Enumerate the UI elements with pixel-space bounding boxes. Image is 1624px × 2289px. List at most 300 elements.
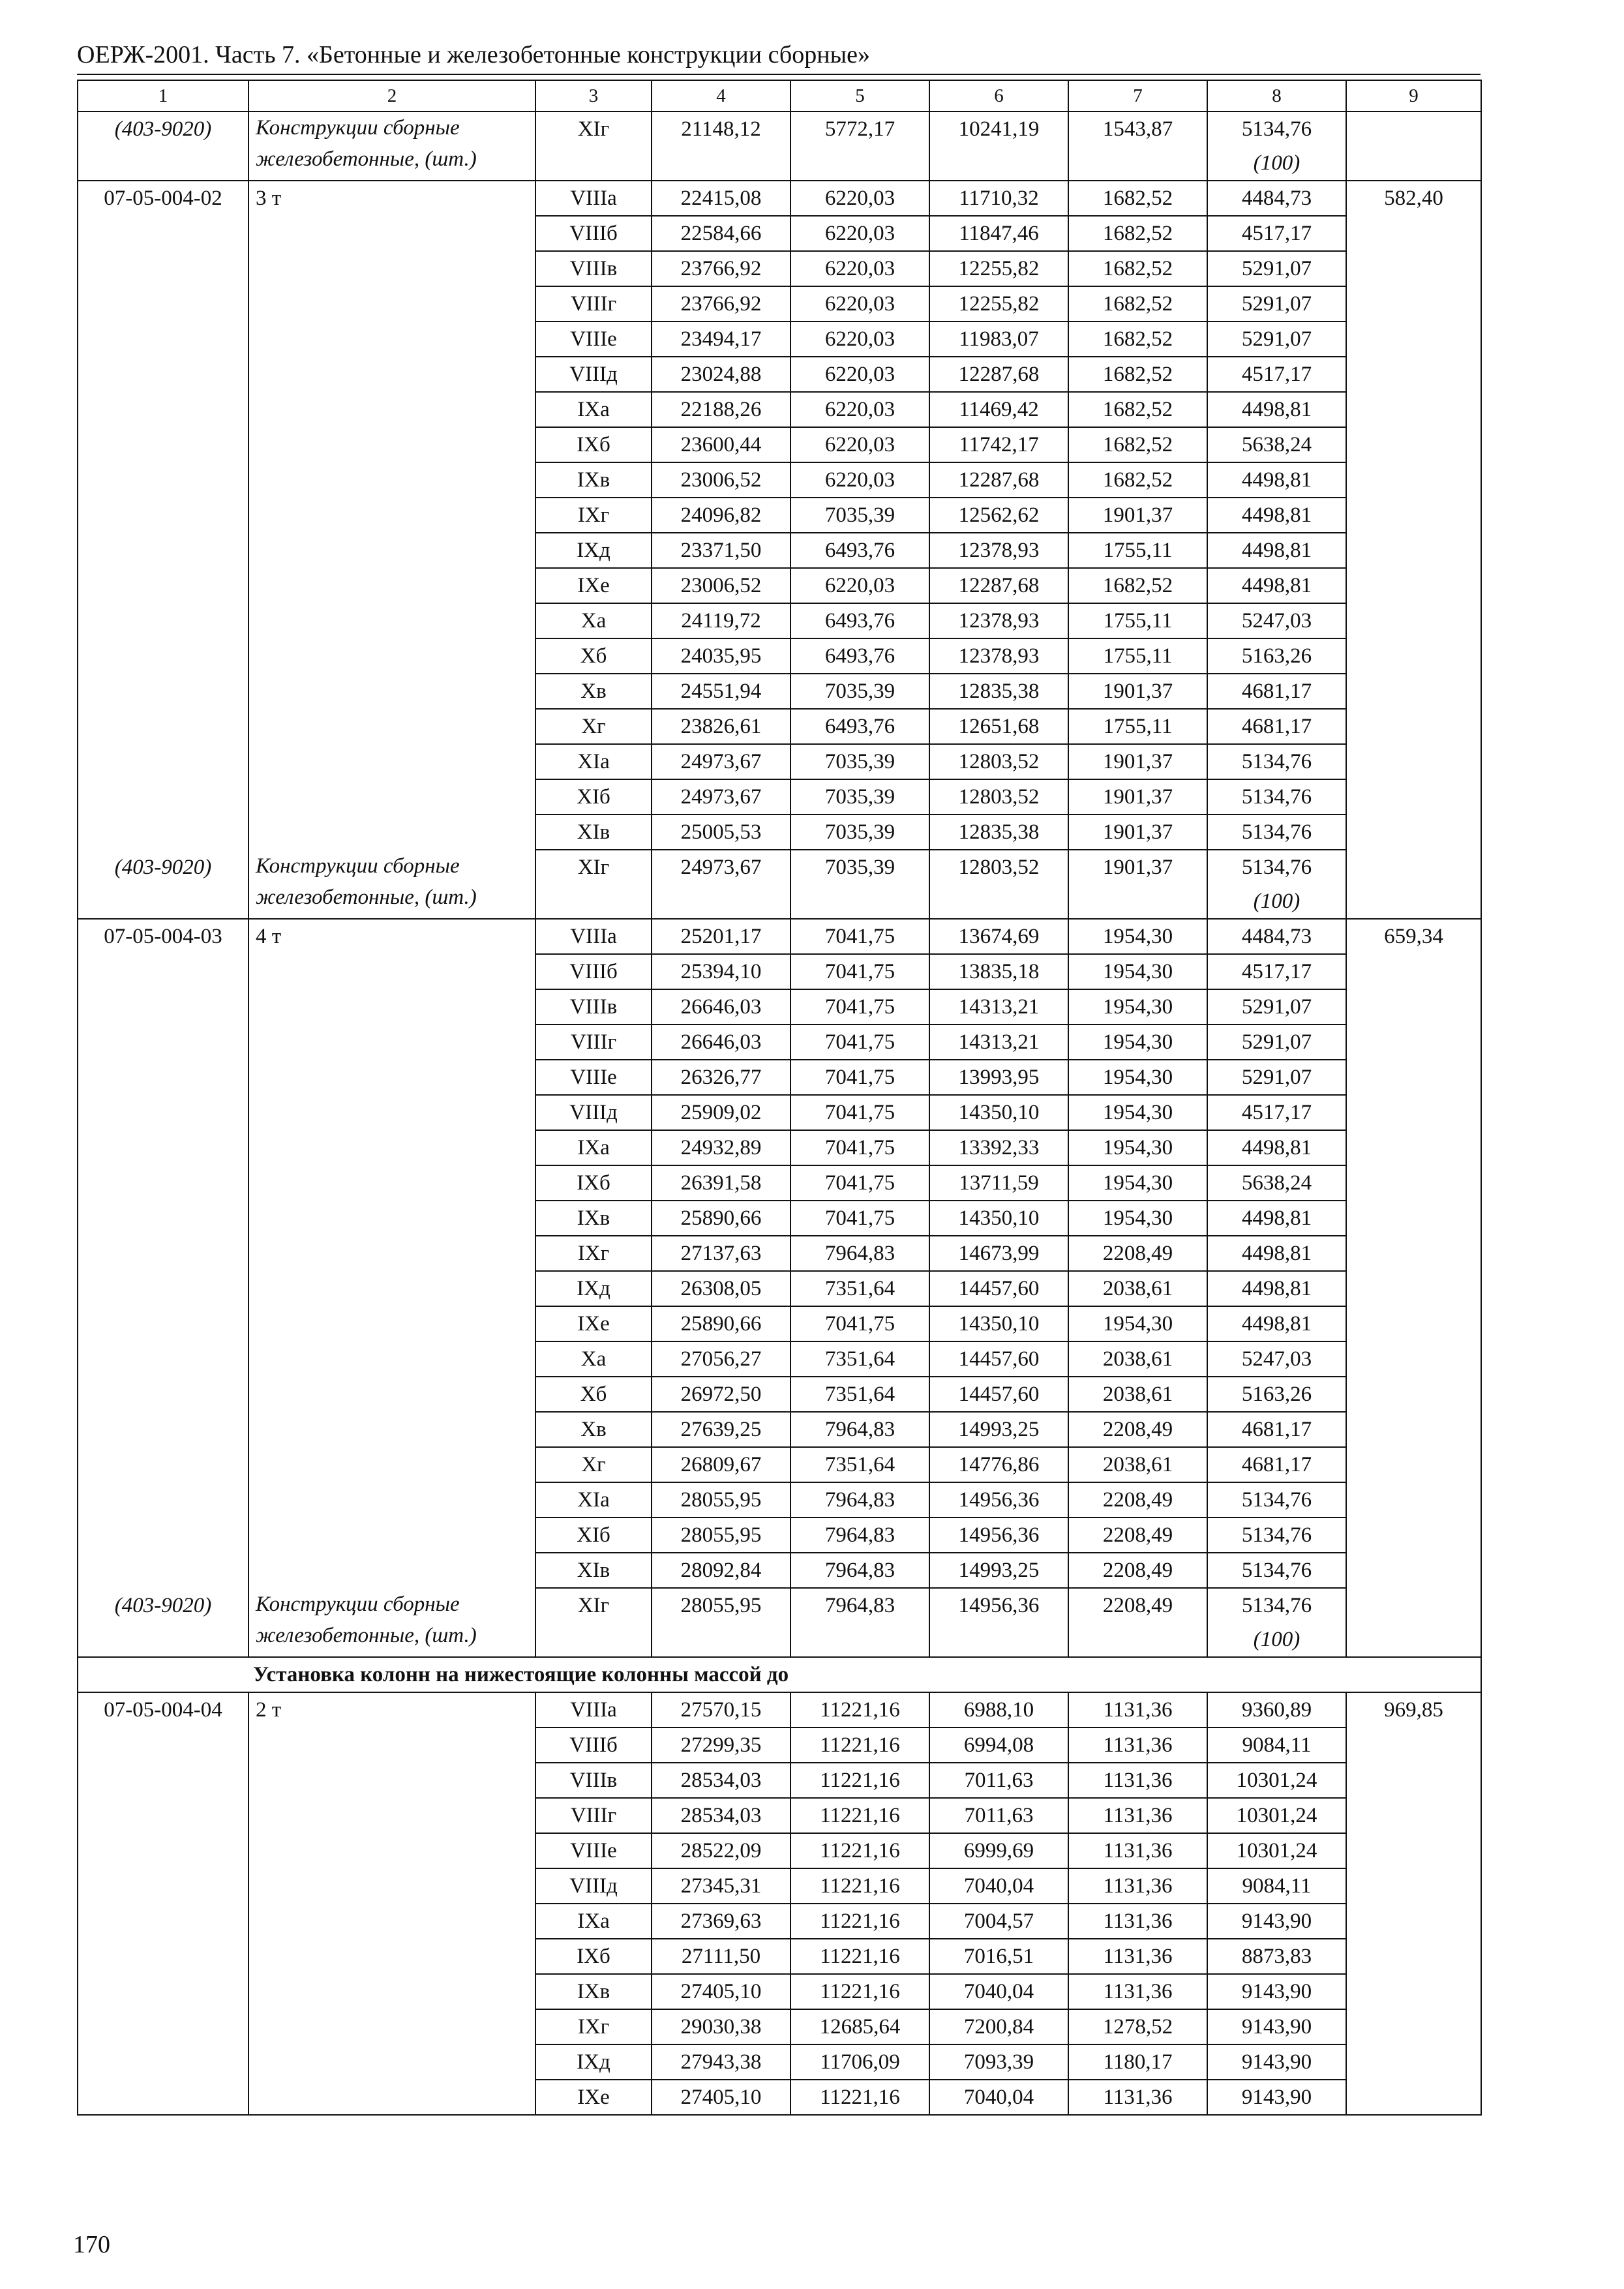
table-cell: 23371,50 bbox=[652, 533, 790, 568]
table-cell: 4498,81 bbox=[1207, 392, 1346, 427]
table-cell: 1954,30 bbox=[1068, 954, 1207, 989]
table-cell: 1901,37 bbox=[1068, 498, 1207, 533]
table-cell: 11710,32 bbox=[929, 181, 1068, 216]
rate-name-cell bbox=[248, 112, 535, 181]
table-cell: 11221,16 bbox=[790, 1833, 929, 1868]
table-cell: 5772,17 bbox=[790, 112, 929, 146]
table-cell: 4498,81 bbox=[1207, 1306, 1346, 1341]
rate-code-cell bbox=[78, 919, 248, 1657]
table-cell: 7041,75 bbox=[790, 1025, 929, 1060]
table-cell: IXб bbox=[535, 1165, 652, 1201]
table-cell: 5291,07 bbox=[1207, 989, 1346, 1025]
table-cell: 4484,73 bbox=[1207, 181, 1346, 216]
table-cell: 6493,76 bbox=[790, 533, 929, 568]
table-cell: IXг bbox=[535, 498, 652, 533]
column-number: 6 bbox=[929, 80, 1068, 112]
table-cell: 5291,07 bbox=[1207, 322, 1346, 357]
table-cell: 1131,36 bbox=[1068, 1868, 1207, 1904]
table-cell: 11847,46 bbox=[929, 216, 1068, 251]
material-quantity: (100) bbox=[1207, 884, 1346, 919]
table-cell: 1682,52 bbox=[1068, 286, 1207, 322]
table-cell: 1755,11 bbox=[1068, 709, 1207, 744]
table-cell: 7041,75 bbox=[790, 1201, 929, 1236]
table-cell: IXв bbox=[535, 1974, 652, 2009]
table-cell: 9084,11 bbox=[1207, 1868, 1346, 1904]
table-cell: 25890,66 bbox=[652, 1201, 790, 1236]
table-cell: 27056,27 bbox=[652, 1341, 790, 1377]
table-cell: 1682,52 bbox=[1068, 181, 1207, 216]
table-cell: 14993,25 bbox=[929, 1553, 1068, 1588]
table-cell: 2038,61 bbox=[1068, 1341, 1207, 1377]
table-cell: 1682,52 bbox=[1068, 322, 1207, 357]
table-cell: 25394,10 bbox=[652, 954, 790, 989]
rate-code-cell bbox=[78, 112, 248, 181]
table-cell: 7351,64 bbox=[790, 1341, 929, 1377]
table-cell: 1682,52 bbox=[1068, 568, 1207, 603]
rate-code: 07-05-004-03 bbox=[104, 925, 222, 948]
total-cell: 659,34 bbox=[1346, 919, 1481, 1657]
table-cell: 22584,66 bbox=[652, 216, 790, 251]
table-cell: 11221,16 bbox=[790, 1904, 929, 1939]
table-cell: 13835,18 bbox=[929, 954, 1068, 989]
table-cell: VIIIб bbox=[535, 216, 652, 251]
table-cell: 7351,64 bbox=[790, 1447, 929, 1482]
table-cell: 29030,38 bbox=[652, 2009, 790, 2044]
table-cell: 11221,16 bbox=[790, 2080, 929, 2115]
table-cell: 4498,81 bbox=[1207, 498, 1346, 533]
rate-code-cell bbox=[78, 1692, 248, 2115]
table-cell: 28534,03 bbox=[652, 1763, 790, 1798]
table-cell: 1682,52 bbox=[1068, 392, 1207, 427]
table-cell: 27299,35 bbox=[652, 1728, 790, 1763]
table-cell: 12562,62 bbox=[929, 498, 1068, 533]
table-cell: 6493,76 bbox=[790, 638, 929, 674]
table-cell: 23600,44 bbox=[652, 427, 790, 462]
table-cell: Xа bbox=[535, 1341, 652, 1377]
page-title: ОЕРЖ-2001. Часть 7. «Бетонные и железобетонные конструкции сборные» bbox=[77, 41, 870, 68]
table-cell: 14956,36 bbox=[929, 1588, 1068, 1623]
table-cell: 27345,31 bbox=[652, 1868, 790, 1904]
table-cell: 24973,67 bbox=[652, 779, 790, 815]
table-cell: VIIIа bbox=[535, 181, 652, 216]
table-cell: 1131,36 bbox=[1068, 1763, 1207, 1798]
table-cell: 6220,03 bbox=[790, 251, 929, 286]
table-cell: 5134,76 bbox=[1207, 1518, 1346, 1553]
table-cell: IXа bbox=[535, 392, 652, 427]
table-cell: 21148,12 bbox=[652, 112, 790, 146]
table-cell: 7035,39 bbox=[790, 744, 929, 779]
table-cell: 5247,03 bbox=[1207, 1341, 1346, 1377]
table-cell: 11706,09 bbox=[790, 2044, 929, 2080]
table-cell: 28092,84 bbox=[652, 1553, 790, 1588]
column-number: 5 bbox=[790, 80, 929, 112]
empty-cell bbox=[929, 1623, 1068, 1657]
table-cell: 1954,30 bbox=[1068, 1025, 1207, 1060]
table-cell: 5291,07 bbox=[1207, 251, 1346, 286]
table-cell: 1954,30 bbox=[1068, 989, 1207, 1025]
table-cell: 11221,16 bbox=[790, 1692, 929, 1728]
table-cell: 5134,76 bbox=[1207, 815, 1346, 850]
rate-code-cell bbox=[78, 181, 248, 919]
table-cell: 12378,93 bbox=[929, 638, 1068, 674]
table-cell: 1901,37 bbox=[1068, 850, 1207, 884]
table-cell: 6220,03 bbox=[790, 357, 929, 392]
table-cell: 14457,60 bbox=[929, 1271, 1068, 1306]
table-cell: 28055,95 bbox=[652, 1588, 790, 1623]
table-cell: 11221,16 bbox=[790, 1939, 929, 1974]
table-cell: 1682,52 bbox=[1068, 357, 1207, 392]
empty-cell bbox=[535, 1623, 652, 1657]
table-cell: 23826,61 bbox=[652, 709, 790, 744]
table-cell: 27639,25 bbox=[652, 1412, 790, 1447]
total-cell: 969,85 bbox=[1346, 1692, 1481, 2115]
table-cell: 12835,38 bbox=[929, 815, 1068, 850]
table-cell: IXв bbox=[535, 462, 652, 498]
table-cell: 13674,69 bbox=[929, 919, 1068, 954]
table-cell: 1901,37 bbox=[1068, 779, 1207, 815]
column-number: 8 bbox=[1207, 80, 1346, 112]
table-cell: VIIIд bbox=[535, 1868, 652, 1904]
table-cell: 7011,63 bbox=[929, 1798, 1068, 1833]
table-cell: VIIIг bbox=[535, 286, 652, 322]
table-cell: 7040,04 bbox=[929, 1868, 1068, 1904]
table-cell: IXб bbox=[535, 1939, 652, 1974]
table-cell: Xв bbox=[535, 1412, 652, 1447]
table-cell: 11221,16 bbox=[790, 1974, 929, 2009]
empty-cell bbox=[929, 146, 1068, 181]
table-cell: IXв bbox=[535, 1201, 652, 1236]
table-cell: 1954,30 bbox=[1068, 1095, 1207, 1130]
table-cell: XIг bbox=[535, 1588, 652, 1623]
table-cell: 5638,24 bbox=[1207, 427, 1346, 462]
table-cell: 26646,03 bbox=[652, 989, 790, 1025]
table-cell: 9143,90 bbox=[1207, 2009, 1346, 2044]
page-number: 170 bbox=[73, 2231, 110, 2258]
table-cell: 6220,03 bbox=[790, 568, 929, 603]
table-cell: 6220,03 bbox=[790, 427, 929, 462]
table-cell: IXг bbox=[535, 1236, 652, 1271]
table-cell: 5134,76 bbox=[1207, 112, 1346, 146]
empty-cell bbox=[790, 146, 929, 181]
table-cell: XIб bbox=[535, 1518, 652, 1553]
material-quantity: (100) bbox=[1207, 1623, 1346, 1657]
table-cell: 7004,57 bbox=[929, 1904, 1068, 1939]
table-cell: VIIIг bbox=[535, 1025, 652, 1060]
table-cell: 12255,82 bbox=[929, 286, 1068, 322]
table-cell: 5163,26 bbox=[1207, 1377, 1346, 1412]
table-cell: 25201,17 bbox=[652, 919, 790, 954]
table-cell: 12685,64 bbox=[790, 2009, 929, 2044]
empty-cell bbox=[790, 884, 929, 919]
table-cell: 14350,10 bbox=[929, 1095, 1068, 1130]
column-number: 4 bbox=[652, 80, 790, 112]
column-number-row bbox=[78, 80, 1481, 112]
table-cell: 7035,39 bbox=[790, 674, 929, 709]
table-cell: 7041,75 bbox=[790, 1060, 929, 1095]
table-cell: 25890,66 bbox=[652, 1306, 790, 1341]
table-cell: 10301,24 bbox=[1207, 1833, 1346, 1868]
table-cell: VIIIг bbox=[535, 1798, 652, 1833]
table-cell: 6220,03 bbox=[790, 392, 929, 427]
table-cell: VIIIв bbox=[535, 989, 652, 1025]
table-cell: 1682,52 bbox=[1068, 216, 1207, 251]
table-cell: VIIIе bbox=[535, 1060, 652, 1095]
table-cell: 14956,36 bbox=[929, 1518, 1068, 1553]
table-cell: Xб bbox=[535, 1377, 652, 1412]
table-cell: 24973,67 bbox=[652, 744, 790, 779]
table-cell: 6988,10 bbox=[929, 1692, 1068, 1728]
table-cell: 1954,30 bbox=[1068, 1130, 1207, 1165]
column-number: 3 bbox=[535, 80, 652, 112]
table-cell: 1131,36 bbox=[1068, 1904, 1207, 1939]
table-cell: 7041,75 bbox=[790, 1165, 929, 1201]
table-cell: IXб bbox=[535, 427, 652, 462]
section-heading: Установка колонн на нижестоящие колонны массой до bbox=[78, 1657, 1481, 1692]
table-cell: 14457,60 bbox=[929, 1341, 1068, 1377]
empty-cell bbox=[652, 884, 790, 919]
table-cell: 7200,84 bbox=[929, 2009, 1068, 2044]
table-cell: 5638,24 bbox=[1207, 1165, 1346, 1201]
table-cell: 12803,52 bbox=[929, 779, 1068, 815]
table-cell: 1131,36 bbox=[1068, 2080, 1207, 2115]
table-cell: 24035,95 bbox=[652, 638, 790, 674]
table-cell: 24119,72 bbox=[652, 603, 790, 638]
table-cell: 24932,89 bbox=[652, 1130, 790, 1165]
table-cell: 7964,83 bbox=[790, 1518, 929, 1553]
table-cell: 2208,49 bbox=[1068, 1588, 1207, 1623]
table-cell: 4517,17 bbox=[1207, 216, 1346, 251]
table-cell: 2208,49 bbox=[1068, 1412, 1207, 1447]
material-code: (403-9020) bbox=[114, 1594, 212, 1617]
table-cell: 7035,39 bbox=[790, 779, 929, 815]
table-cell: 1755,11 bbox=[1068, 603, 1207, 638]
rate-code: 07-05-004-04 bbox=[104, 1698, 222, 1722]
table-cell: 27570,15 bbox=[652, 1692, 790, 1728]
table-cell: 27111,50 bbox=[652, 1939, 790, 1974]
table-cell: 1901,37 bbox=[1068, 674, 1207, 709]
table-cell: 7035,39 bbox=[790, 815, 929, 850]
table-cell: IXд bbox=[535, 1271, 652, 1306]
table-cell: XIа bbox=[535, 1482, 652, 1518]
rate-code: 07-05-004-02 bbox=[104, 187, 222, 210]
table-cell: 5134,76 bbox=[1207, 1553, 1346, 1588]
table-cell: 7041,75 bbox=[790, 1130, 929, 1165]
table-cell: 6220,03 bbox=[790, 286, 929, 322]
table-cell: 7035,39 bbox=[790, 850, 929, 884]
table-cell: 23494,17 bbox=[652, 322, 790, 357]
table-cell: VIIIа bbox=[535, 919, 652, 954]
table-cell: Xа bbox=[535, 603, 652, 638]
table-cell: 7964,83 bbox=[790, 1412, 929, 1447]
table-cell: VIIIд bbox=[535, 1095, 652, 1130]
table-cell: 6493,76 bbox=[790, 603, 929, 638]
table-cell: 22188,26 bbox=[652, 392, 790, 427]
total-cell: 582,40 bbox=[1346, 181, 1481, 919]
table-cell: 6220,03 bbox=[790, 181, 929, 216]
table-cell: 1131,36 bbox=[1068, 1728, 1207, 1763]
material-code: (403-9020) bbox=[114, 117, 212, 141]
table-cell: 5134,76 bbox=[1207, 1588, 1346, 1623]
table-cell: 4681,17 bbox=[1207, 709, 1346, 744]
table-cell: 1954,30 bbox=[1068, 919, 1207, 954]
table-cell: 12803,52 bbox=[929, 744, 1068, 779]
table-cell: VIIIе bbox=[535, 322, 652, 357]
table-cell: 23766,92 bbox=[652, 251, 790, 286]
table-cell: IXе bbox=[535, 2080, 652, 2115]
table-cell: IXг bbox=[535, 2009, 652, 2044]
table-cell: XIг bbox=[535, 112, 652, 146]
table-cell: 7041,75 bbox=[790, 954, 929, 989]
table-cell: 11221,16 bbox=[790, 1868, 929, 1904]
table-cell: 28522,09 bbox=[652, 1833, 790, 1868]
empty-cell bbox=[652, 146, 790, 181]
table-cell: 26646,03 bbox=[652, 1025, 790, 1060]
table-cell: 4498,81 bbox=[1207, 1130, 1346, 1165]
rates-table-body bbox=[78, 112, 1481, 2115]
table-cell: 1954,30 bbox=[1068, 1060, 1207, 1095]
table-cell: 4498,81 bbox=[1207, 462, 1346, 498]
material-name: Конструкции сборные железобетонные, (шт.) bbox=[256, 116, 477, 171]
table-cell: 2038,61 bbox=[1068, 1377, 1207, 1412]
table-cell: 2038,61 bbox=[1068, 1447, 1207, 1482]
table-cell: 6220,03 bbox=[790, 322, 929, 357]
table-cell: VIIIб bbox=[535, 1728, 652, 1763]
table-cell: 4498,81 bbox=[1207, 1236, 1346, 1271]
table-cell: 1131,36 bbox=[1068, 1939, 1207, 1974]
table-cell: 14350,10 bbox=[929, 1306, 1068, 1341]
table-cell: VIIIе bbox=[535, 1833, 652, 1868]
table-cell: 12378,93 bbox=[929, 533, 1068, 568]
table-cell: 14993,25 bbox=[929, 1412, 1068, 1447]
table-cell: 11742,17 bbox=[929, 427, 1068, 462]
material-code: (403-9020) bbox=[114, 856, 212, 879]
column-number: 9 bbox=[1346, 80, 1481, 112]
rate-name-cell bbox=[248, 1692, 535, 2115]
table-cell: 7041,75 bbox=[790, 919, 929, 954]
table-cell: 4517,17 bbox=[1207, 1095, 1346, 1130]
table-cell: 4517,17 bbox=[1207, 954, 1346, 989]
table-cell: 5291,07 bbox=[1207, 1025, 1346, 1060]
table-cell: 5134,76 bbox=[1207, 779, 1346, 815]
table-cell: 6994,08 bbox=[929, 1728, 1068, 1763]
table-cell: 4498,81 bbox=[1207, 1271, 1346, 1306]
table-cell: 12287,68 bbox=[929, 462, 1068, 498]
table-cell: 1954,30 bbox=[1068, 1201, 1207, 1236]
table-cell: 11221,16 bbox=[790, 1763, 929, 1798]
table-cell: 5134,76 bbox=[1207, 744, 1346, 779]
empty-cell bbox=[535, 884, 652, 919]
table-cell: XIв bbox=[535, 815, 652, 850]
table-cell: 8873,83 bbox=[1207, 1939, 1346, 1974]
material-name: Конструкции сборные железобетонные, (шт.) bbox=[256, 1593, 477, 1647]
table-row bbox=[78, 181, 1481, 216]
rate-name: 2 т bbox=[256, 1698, 282, 1722]
table-cell: 7964,83 bbox=[790, 1236, 929, 1271]
table-cell: 24551,94 bbox=[652, 674, 790, 709]
empty-cell bbox=[652, 1623, 790, 1657]
table-cell: 7351,64 bbox=[790, 1271, 929, 1306]
table-cell: 7093,39 bbox=[929, 2044, 1068, 2080]
table-cell: 14776,86 bbox=[929, 1447, 1068, 1482]
table-cell: 7964,83 bbox=[790, 1482, 929, 1518]
table-row bbox=[78, 919, 1481, 954]
table-cell: 1131,36 bbox=[1068, 1692, 1207, 1728]
table-cell: 14313,21 bbox=[929, 989, 1068, 1025]
table-cell: 4681,17 bbox=[1207, 1447, 1346, 1482]
table-cell: 1131,36 bbox=[1068, 1833, 1207, 1868]
table-cell: XIв bbox=[535, 1553, 652, 1588]
table-cell: 24096,82 bbox=[652, 498, 790, 533]
table-cell: Xг bbox=[535, 1447, 652, 1482]
table-cell: 1131,36 bbox=[1068, 1798, 1207, 1833]
table-cell: 1278,52 bbox=[1068, 2009, 1207, 2044]
table-cell: XIг bbox=[535, 850, 652, 884]
table-cell: 7040,04 bbox=[929, 2080, 1068, 2115]
table-cell: 6220,03 bbox=[790, 462, 929, 498]
table-cell: 4517,17 bbox=[1207, 357, 1346, 392]
table-cell: 9143,90 bbox=[1207, 2044, 1346, 2080]
table-cell: 12378,93 bbox=[929, 603, 1068, 638]
table-cell: 27137,63 bbox=[652, 1236, 790, 1271]
table-cell: 12651,68 bbox=[929, 709, 1068, 744]
table-cell: 2208,49 bbox=[1068, 1518, 1207, 1553]
table-cell: 12803,52 bbox=[929, 850, 1068, 884]
empty-cell bbox=[1068, 146, 1207, 181]
table-cell: 1543,87 bbox=[1068, 112, 1207, 146]
table-cell: 5291,07 bbox=[1207, 286, 1346, 322]
table-cell: 11983,07 bbox=[929, 322, 1068, 357]
table-cell: VIIIа bbox=[535, 1692, 652, 1728]
table-cell: 27943,38 bbox=[652, 2044, 790, 2080]
table-cell: 26326,77 bbox=[652, 1060, 790, 1095]
table-cell: 11469,42 bbox=[929, 392, 1068, 427]
table-cell: 23006,52 bbox=[652, 462, 790, 498]
table-cell: 1131,36 bbox=[1068, 1974, 1207, 2009]
empty-cell bbox=[1068, 1623, 1207, 1657]
table-cell: 9084,11 bbox=[1207, 1728, 1346, 1763]
column-number: 2 bbox=[248, 80, 535, 112]
table-cell: 1755,11 bbox=[1068, 533, 1207, 568]
table-cell: 25909,02 bbox=[652, 1095, 790, 1130]
table-cell: IXа bbox=[535, 1904, 652, 1939]
table-cell: 7351,64 bbox=[790, 1377, 929, 1412]
table-cell: 24973,67 bbox=[652, 850, 790, 884]
rate-name-cell bbox=[248, 919, 535, 1657]
table-cell: IXе bbox=[535, 568, 652, 603]
table-cell: Xб bbox=[535, 638, 652, 674]
table-cell: 9143,90 bbox=[1207, 1904, 1346, 1939]
table-cell: 10301,24 bbox=[1207, 1798, 1346, 1833]
table-cell: 27405,10 bbox=[652, 1974, 790, 2009]
table-cell: 5134,76 bbox=[1207, 850, 1346, 884]
table-cell: 5247,03 bbox=[1207, 603, 1346, 638]
table-cell: 7041,75 bbox=[790, 1306, 929, 1341]
table-cell: 10301,24 bbox=[1207, 1763, 1346, 1798]
table-cell: 28534,03 bbox=[652, 1798, 790, 1833]
table-cell: 23006,52 bbox=[652, 568, 790, 603]
table-cell: VIIIд bbox=[535, 357, 652, 392]
table-cell: 1180,17 bbox=[1068, 2044, 1207, 2080]
empty-cell bbox=[790, 1623, 929, 1657]
table-cell: 7035,39 bbox=[790, 498, 929, 533]
total-cell bbox=[1346, 112, 1481, 181]
table-cell: XIа bbox=[535, 744, 652, 779]
table-cell: 12287,68 bbox=[929, 357, 1068, 392]
rate-name: 4 т bbox=[256, 925, 282, 948]
table-cell: VIIIв bbox=[535, 1763, 652, 1798]
table-cell: 7964,83 bbox=[790, 1553, 929, 1588]
table-cell: 7011,63 bbox=[929, 1763, 1068, 1798]
